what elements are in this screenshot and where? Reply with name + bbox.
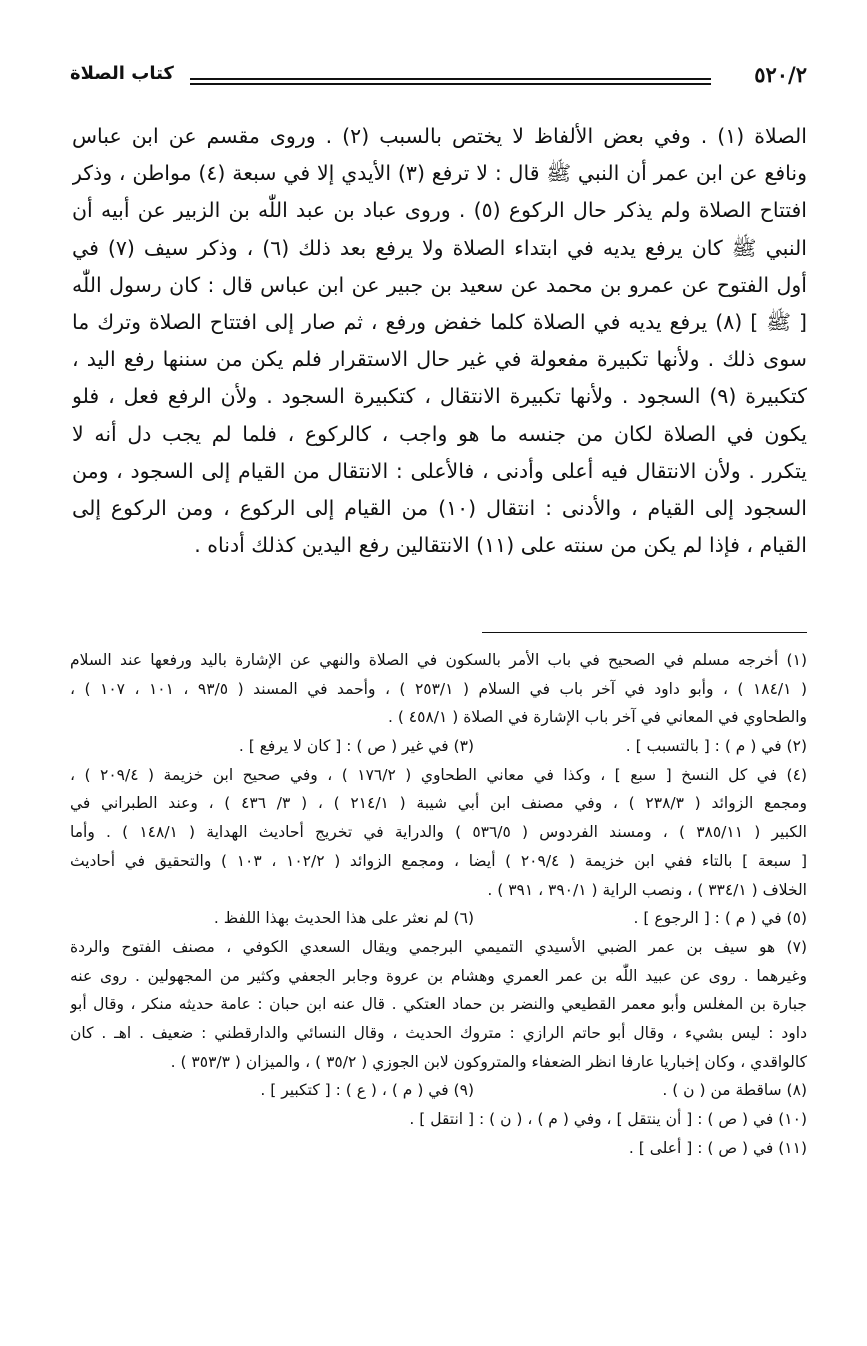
footnote-7: وغيرهما . روى عن عبيد اللّٰه بن عمر العمري وهشام بن عروة وجابر الجعفي وكثير من المجهولين . روى عنه: [70, 966, 807, 985]
text-line: أول الفتوح عن عمرو بن محمد عن سعيد بن جبير عن ابن عباس قال : كان رسول اللّٰه: [72, 272, 807, 297]
footnote-2: (٢) في ( م ) : [ بالتسبب ] .: [625, 737, 807, 756]
footnote-4: الخلاف ( ٣٣٤/١ ) ، ونصب الراية ( ٣٩٠/١ ، ٣٩١ ) .: [487, 880, 807, 899]
text-line: السجود إلى القيام ، والأدنى : انتقال (١٠) من القيام إلى الركوع ، ومن الركوع إلى: [72, 495, 807, 520]
book-title: كتاب الصلاة: [70, 63, 174, 84]
footnote-pair: [70, 904, 807, 933]
header-rule: [190, 78, 711, 80]
text-line: يكون في الصلاة لكان من جنسه ما هو واجب ، كالركوع ، فلما لم يجب دل أنه لا: [72, 421, 807, 446]
footnote-11: (١١) في ( ص ) : [ أعلى ] .: [628, 1138, 807, 1157]
footnote-3: (٣) في غير ( ص ) : [ كان لا يرفع ] .: [238, 737, 474, 756]
footnote-separator: [482, 632, 807, 633]
footnote-7: كالواقدي ، وكان إخباريا عارفا انظر الضعفاء والمتروكون لابن الجوزي ( ٣٥/٢ ) ، والميزان ( ٣٥٣/٣ ) .: [170, 1052, 807, 1071]
running-header: [70, 62, 807, 92]
text-line: سوى ذلك . ولأنها تكبيرة مفعولة في غير حال الاستقرار فلم يكن من سننها رفع اليد ،: [72, 347, 807, 372]
text-line: الصلاة (١) . وفي بعض الألفاظ لا يختص بالسبب (٢) . وروى مقسم عن ابن عباس: [72, 124, 807, 148]
footnote-10: (١٠) في ( ص ) : [ أن ينتقل ] ، وفي ( م ) ، ( ن ) : [ انتقل ] .: [409, 1110, 807, 1128]
footnote-7: جبارة بن المغلس وأبو معمر القطيعي والنضر بن حماد العتكي . قال عنه ابن حبان : عامة حديثه منكر ، وقال أبو: [70, 995, 807, 1014]
footnote-1: ( ١٨٤/١ ) ، وأبو داود في آخر باب في السلام ( ٢٥٣/١ ) ، وأحمد في المسند ( ٩٣/٥ ، ١٠١ ، ١٠٧ ) ،: [70, 679, 807, 698]
footnote-4: [ سبعة ] بالتاء ففي ابن خزيمة ( ٢٠٩/٤ ) أيضا ، ومجمع الزوائد ( ١٠٢/٢ ، ١٠٣ ) والتحقيق في أحاديث: [70, 851, 807, 870]
footnote-pair: [70, 1076, 807, 1105]
footnote-4: الكبير ( ٣٨٥/١١ ) ، ومسند الفردوس ( ٥٣٦/٥ ) والدراية في تخريج أحاديث الهداية ( ١٤٨/١ ) . وأما: [70, 823, 807, 842]
footnote-9: (٩) في ( م ) ، ( ع ) : [ كتكبير ] .: [260, 1081, 474, 1100]
footnotes: [70, 646, 807, 1162]
footnote-1: (١) أخرجه مسلم في الصحيح في باب الأمر بالسكون في الصلاة والنهي عن الإشارة باليد ورفعها عند السلام: [70, 651, 807, 669]
footnote-4: (٤) في كل النسخ [ سبع ] ، وكذا في معاني الطحاوي ( ١٧٦/٢ ) ، وفي صحيح ابن خزيمة ( ٢٠٩/٤ ) ،: [70, 765, 807, 784]
footnote-1: والطحاوي في المعاني في آخر باب الإشارة في الصلاة ( ٤٥٨/١ ) .: [387, 708, 807, 727]
footnote-5: (٥) في ( م ) : [ الرجوع ] .: [633, 909, 807, 928]
footnote-7: داود : ليس بشيء ، وقال أبو حاتم الرازي : متروك الحديث ، وقال النسائي والدارقطني : ضعيف . اهـ . كان: [70, 1023, 807, 1042]
page-number: ٥٢٠/٢: [754, 62, 807, 87]
text-line: يتكرر . ولأن الانتقال فيه أعلى وأدنى ، فالأعلى : الانتقال من القيام إلى السجود ، ومن: [72, 458, 807, 483]
text-line: كتكبيرة (٩) السجود . ولأنها تكبيرة الانتقال ، كتكبيرة السجود . ولأن الرفع فعل ، فلو: [72, 384, 807, 409]
text-line: القيام ، فإذا لم يكن من سنته على (١١) الانتقالين رفع اليدين كذلك أدناه .: [194, 533, 807, 558]
header-rule: [190, 83, 711, 85]
text-line: النبي ﷺ كان يرفع يديه في ابتداء الصلاة ولا يرفع بعد ذلك (٦) ، وذكر سيف (٧) في: [72, 235, 807, 260]
main-text: [72, 118, 807, 564]
footnote-8: (٨) ساقطة من ( ن ) .: [662, 1081, 807, 1100]
text-line: [ ﷺ ] (٨) يرفع يديه في الصلاة كلما خفض ورفع ، ثم صار إلى افتتاح الصلاة وترك ما: [72, 309, 807, 334]
text-line: افتتاح الصلاة ولم يذكر حال الركوع (٥) . وروى عباد بن عبد اللّٰه بن الزبير عن أبيه أن: [72, 198, 807, 223]
text-line: ونافع عن ابن عمر أن النبي ﷺ قال : لا ترفع (٣) الأيدي إلا في سبعة (٤) مواطن ، وذكر: [72, 161, 807, 186]
footnote-6: (٦) لم نعثر على هذا الحديث بهذا اللفظ .: [213, 909, 474, 928]
footnote-7: (٧) هو سيف بن عمر الضبي الأسيدي التميمي البرجمي ويقال السعدي الكوفي ، مصنف الفتوح والردة: [70, 937, 807, 956]
footnote-4: ومجمع الزوائد ( ٢٣٨/٣ ) ، وفي مصنف ابن أبي شيبة ( ٢١٤/١ ) ، ( ٣/ ٤٣٦ ) ، وعند الطبراني في: [70, 794, 807, 813]
footnote-pair: [70, 732, 807, 761]
